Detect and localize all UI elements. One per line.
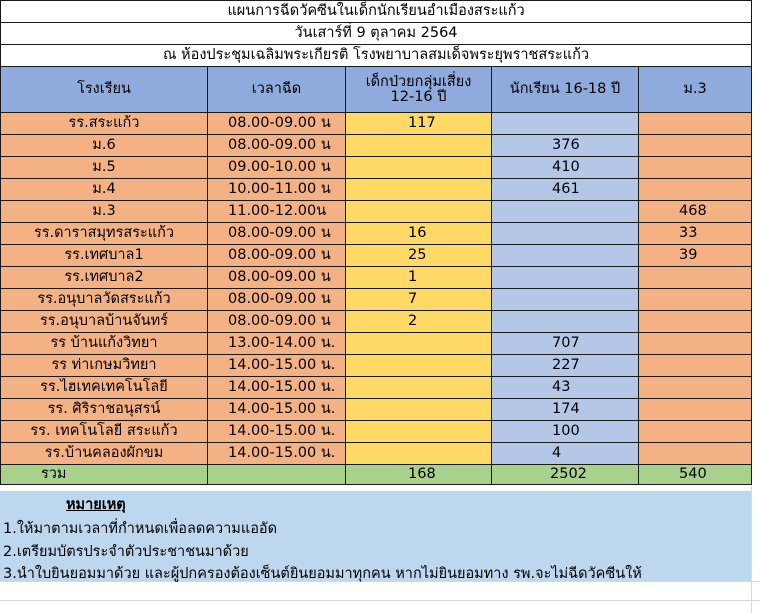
risk-count-cell[interactable] xyxy=(346,201,492,223)
column-header-time[interactable]: เวลาฉีด xyxy=(208,67,346,113)
risk-count-cell[interactable] xyxy=(346,443,492,465)
time-cell[interactable]: 08.00-09.00 น xyxy=(208,135,346,157)
school-cell[interactable]: รร.สระแก้ว xyxy=(1,113,208,135)
school-cell[interactable]: รร.เทศบาล1 xyxy=(1,245,208,267)
m3-count-cell[interactable] xyxy=(639,399,752,421)
m3-count-cell[interactable]: 468 xyxy=(639,201,752,223)
time-cell[interactable]: 08.00-09.00 น xyxy=(208,267,346,289)
students-count-cell[interactable] xyxy=(492,201,639,223)
school-cell[interactable]: รร.บ้านคลองผักขม xyxy=(1,443,208,465)
students-count-cell[interactable]: 43 xyxy=(492,377,639,399)
students-count-cell[interactable]: 376 xyxy=(492,135,639,157)
school-cell[interactable]: รร.อนุบาลบ้านจันทร์ xyxy=(1,311,208,333)
risk-count-cell[interactable] xyxy=(346,135,492,157)
risk-count-cell[interactable]: 16 xyxy=(346,223,492,245)
m3-count-cell[interactable] xyxy=(639,421,752,443)
risk-count-cell[interactable]: 1 xyxy=(346,267,492,289)
school-cell[interactable]: ม.6 xyxy=(1,135,208,157)
students-count-cell[interactable]: 174 xyxy=(492,399,639,421)
table-row xyxy=(1,245,752,267)
total-label-cell[interactable]: รวม xyxy=(1,465,208,485)
students-count-cell[interactable]: 227 xyxy=(492,355,639,377)
m3-count-cell[interactable]: 33 xyxy=(639,223,752,245)
school-cell[interactable]: รร.อนุบาลวัดสระแก้ว xyxy=(1,289,208,311)
time-cell[interactable]: 08.00-09.00 น xyxy=(208,223,346,245)
school-cell[interactable]: ม.3 xyxy=(1,201,208,223)
total-row xyxy=(1,465,752,485)
notes-panel xyxy=(0,491,751,581)
m3-count-cell[interactable] xyxy=(639,135,752,157)
time-cell[interactable]: 08.00-09.00 น xyxy=(208,245,346,267)
time-cell[interactable]: 14.00-15.00 น. xyxy=(208,377,346,399)
m3-count-cell[interactable] xyxy=(639,355,752,377)
risk-count-cell[interactable] xyxy=(346,179,492,201)
m3-count-cell[interactable] xyxy=(639,333,752,355)
table-row xyxy=(1,443,752,465)
table-row xyxy=(1,135,752,157)
students-count-cell[interactable]: 461 xyxy=(492,179,639,201)
students-count-cell[interactable]: 707 xyxy=(492,333,639,355)
school-cell[interactable]: รร. เทคโนโลยี สระแก้ว xyxy=(1,421,208,443)
students-count-cell[interactable] xyxy=(492,113,639,135)
time-cell[interactable]: 08.00-09.00 น xyxy=(208,311,346,333)
table-row xyxy=(1,157,752,179)
column-header-risk-line2: 12-16 ปี xyxy=(390,88,447,105)
column-header-m3[interactable]: ม.3 xyxy=(639,67,752,113)
risk-count-cell[interactable]: 2 xyxy=(346,311,492,333)
time-cell[interactable]: 08.00-09.00 น xyxy=(208,113,346,135)
time-cell[interactable]: 08.00-09.00 น xyxy=(208,289,346,311)
risk-count-cell[interactable] xyxy=(346,377,492,399)
time-cell[interactable]: 10.00-11.00 น xyxy=(208,179,346,201)
notes-heading[interactable]: หมายเหตุ xyxy=(66,497,126,513)
plan-venue[interactable]: ณ ห้องประชุมเฉลิมพระเกียรติ โรงพยาบาลสมเด็จพระยุพราชสระแก้ว xyxy=(1,45,752,67)
m3-count-cell[interactable] xyxy=(639,157,752,179)
total-risk-cell[interactable]: 168 xyxy=(346,465,492,485)
table-row xyxy=(1,377,752,399)
m3-count-cell[interactable] xyxy=(639,113,752,135)
total-time-cell[interactable] xyxy=(208,465,346,485)
column-header-risk-line1: เด็กป่วยกลุ่มเสี่ยง xyxy=(365,74,472,90)
students-count-cell[interactable] xyxy=(492,267,639,289)
note-item[interactable]: 3.นำใบยินยอมมาด้วย และผู้ปกครองต้องเซ็นต์ยินยอมมาทุกคน หากไม่ยินยอมทาง รพ.จะไม่ฉีดวัคซีนให้ xyxy=(3,566,642,582)
time-cell[interactable]: 13.00-14.00 น. xyxy=(208,333,346,355)
time-cell[interactable]: 14.00-15.00 น. xyxy=(208,355,346,377)
school-cell[interactable]: รร.ไฮเทคเทคโนโลยี xyxy=(1,377,208,399)
table-row xyxy=(1,311,752,333)
risk-count-cell[interactable] xyxy=(346,399,492,421)
m3-count-cell[interactable]: 39 xyxy=(639,245,752,267)
m3-count-cell[interactable] xyxy=(639,289,752,311)
time-cell[interactable]: 14.00-15.00 น. xyxy=(208,443,346,465)
risk-count-cell[interactable] xyxy=(346,157,492,179)
school-cell[interactable]: รร บ้านแก้งวิทยา xyxy=(1,333,208,355)
plan-date[interactable]: วันเสาร์ที่ 9 ตุลาคม 2564 xyxy=(1,23,752,45)
gridline xyxy=(0,600,760,601)
table-row xyxy=(1,267,752,289)
m3-count-cell[interactable] xyxy=(639,179,752,201)
students-count-cell[interactable] xyxy=(492,289,639,311)
plan-title[interactable]: แผนการฉีดวัคซีนในเด็กนักเรียนอำเมืองสระแก้ว xyxy=(1,1,752,23)
school-cell[interactable]: รร. ศิริราชอนุสรน์ xyxy=(1,399,208,421)
time-cell[interactable]: 14.00-15.00 น. xyxy=(208,421,346,443)
note-item[interactable]: 2.เตรียมบัตรประจำตัวประชาชนมาด้วย xyxy=(3,544,249,560)
time-cell[interactable]: 14.00-15.00 น. xyxy=(208,399,346,421)
students-count-cell[interactable] xyxy=(492,223,639,245)
school-cell[interactable]: ม.4 xyxy=(1,179,208,201)
column-header-risk[interactable] xyxy=(346,67,492,113)
table-row xyxy=(1,421,752,443)
column-header-students[interactable]: นักเรียน 16-18 ปี xyxy=(492,67,639,113)
students-count-cell[interactable] xyxy=(492,245,639,267)
risk-count-cell[interactable]: 25 xyxy=(346,245,492,267)
risk-count-cell[interactable]: 7 xyxy=(346,289,492,311)
m3-count-cell[interactable] xyxy=(639,377,752,399)
risk-count-cell[interactable]: 117 xyxy=(346,113,492,135)
school-cell[interactable]: รร ท่าเกษมวิทยา xyxy=(1,355,208,377)
school-cell[interactable]: รร.ดาราสมุทรสระแก้ว xyxy=(1,223,208,245)
table-row xyxy=(1,289,752,311)
school-cell[interactable]: รร.เทศบาล2 xyxy=(1,267,208,289)
note-item[interactable]: 1.ให้มาตามเวลาที่กำหนดเพื่อลดความแออัด xyxy=(3,521,278,537)
time-cell[interactable]: 09.00-10.00 น xyxy=(208,157,346,179)
table-row xyxy=(1,399,752,421)
total-students-cell[interactable]: 2502 xyxy=(492,465,639,485)
total-m3-cell[interactable]: 540 xyxy=(639,465,752,485)
risk-count-cell[interactable] xyxy=(346,421,492,443)
students-count-cell[interactable]: 100 xyxy=(492,421,639,443)
table-row xyxy=(1,179,752,201)
m3-count-cell[interactable] xyxy=(639,267,752,289)
students-count-cell[interactable] xyxy=(492,311,639,333)
table-row xyxy=(1,223,752,245)
students-count-cell[interactable]: 410 xyxy=(492,157,639,179)
table-row xyxy=(1,113,752,135)
m3-count-cell[interactable] xyxy=(639,311,752,333)
column-header-school[interactable]: โรงเรียน xyxy=(1,67,208,113)
risk-count-cell[interactable] xyxy=(346,355,492,377)
table-row xyxy=(1,333,752,355)
risk-count-cell[interactable] xyxy=(346,333,492,355)
m3-count-cell[interactable] xyxy=(639,443,752,465)
table-row xyxy=(1,355,752,377)
students-count-cell[interactable]: 4 xyxy=(492,443,639,465)
time-cell[interactable]: 11.00-12.00น xyxy=(208,201,346,223)
school-cell[interactable]: ม.5 xyxy=(1,157,208,179)
table-row xyxy=(1,201,752,223)
